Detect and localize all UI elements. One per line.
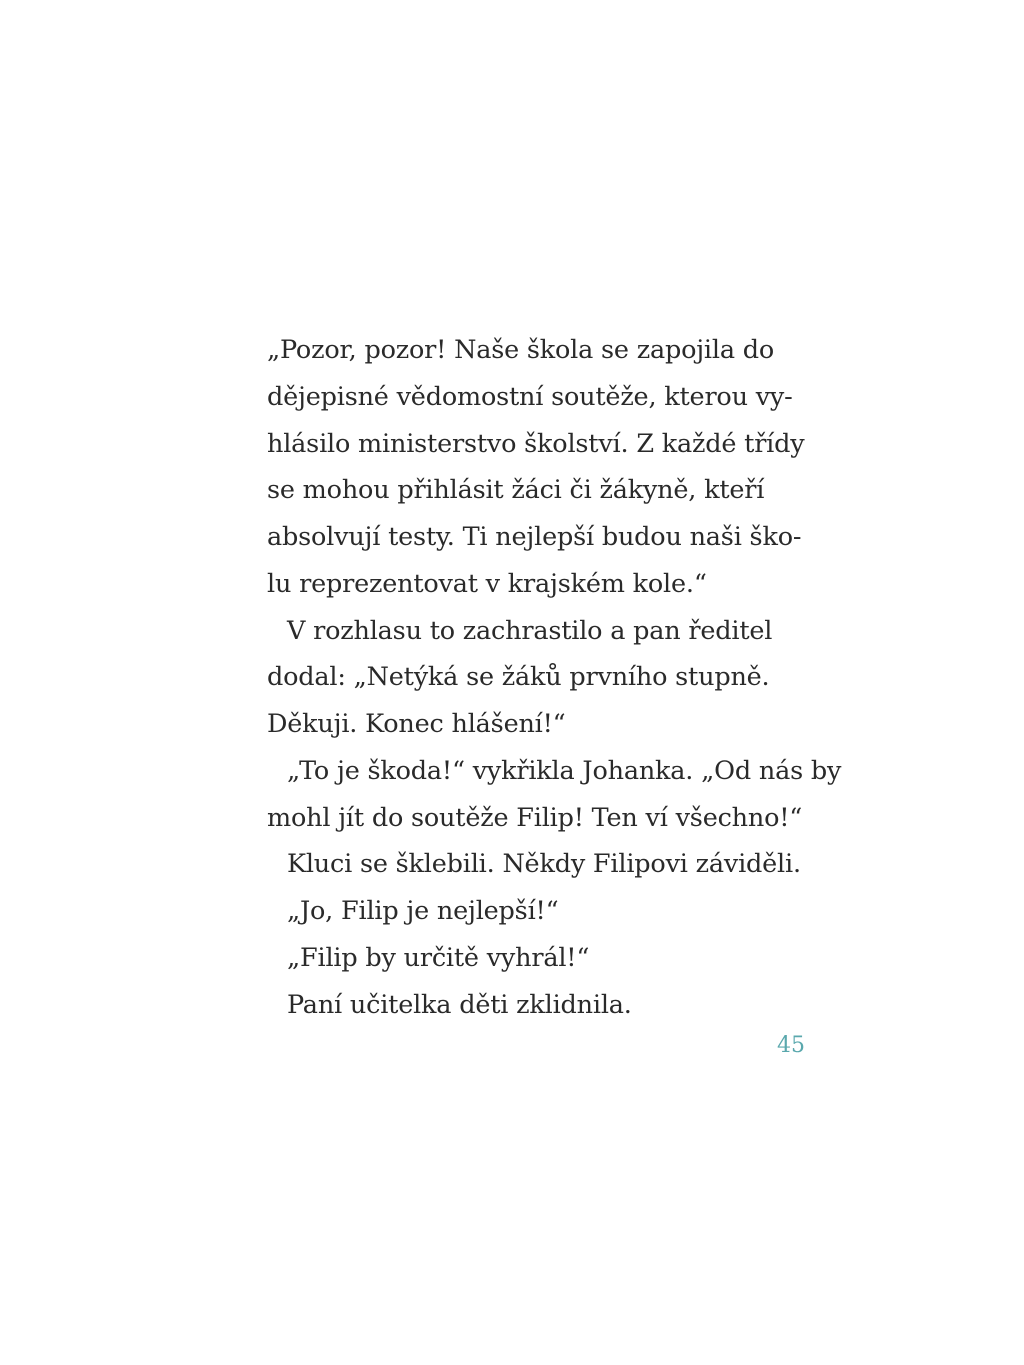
text-line: dodal: „Netýká se žáků prvního stupně.: [267, 662, 770, 693]
page-number: 45: [777, 1033, 805, 1058]
text-line: lu reprezentovat v krajském kole.“: [267, 568, 707, 599]
text-line: mohl jít do soutěže Filip! Ten ví všechno!“: [267, 802, 803, 833]
text-line: „To je škoda!“ vykřikla Johanka. „Od nás by: [287, 755, 842, 786]
text-line: „Jo, Filip je nejlepší!“: [287, 896, 559, 926]
text-line: „Pozor, pozor! Naše škola se zapojila do: [267, 335, 775, 365]
text-line: „Filip by určitě vyhrál!“: [287, 942, 590, 973]
text-line: Paní učitelka děti zklidnila.: [287, 989, 632, 1020]
text-line: Kluci se šklebili. Někdy Filipovi záviděli.: [287, 849, 801, 880]
text-line: dějepisné vědomostní soutěže, kterou vy-: [267, 381, 793, 412]
text-line: se mohou přihlásit žáci či žákyně, kteří: [267, 475, 765, 506]
text-line: V rozhlasu to zachrastilo a pan ředitel: [287, 615, 773, 646]
body-text: [267, 327, 842, 1028]
text-line: Děkuji. Konec hlášení!“: [267, 709, 566, 739]
text-line: hlásilo ministerstvo školství. Z každé třídy: [267, 428, 805, 459]
text-line: absolvují testy. Ti nejlepší budou naši ško-: [267, 522, 802, 552]
